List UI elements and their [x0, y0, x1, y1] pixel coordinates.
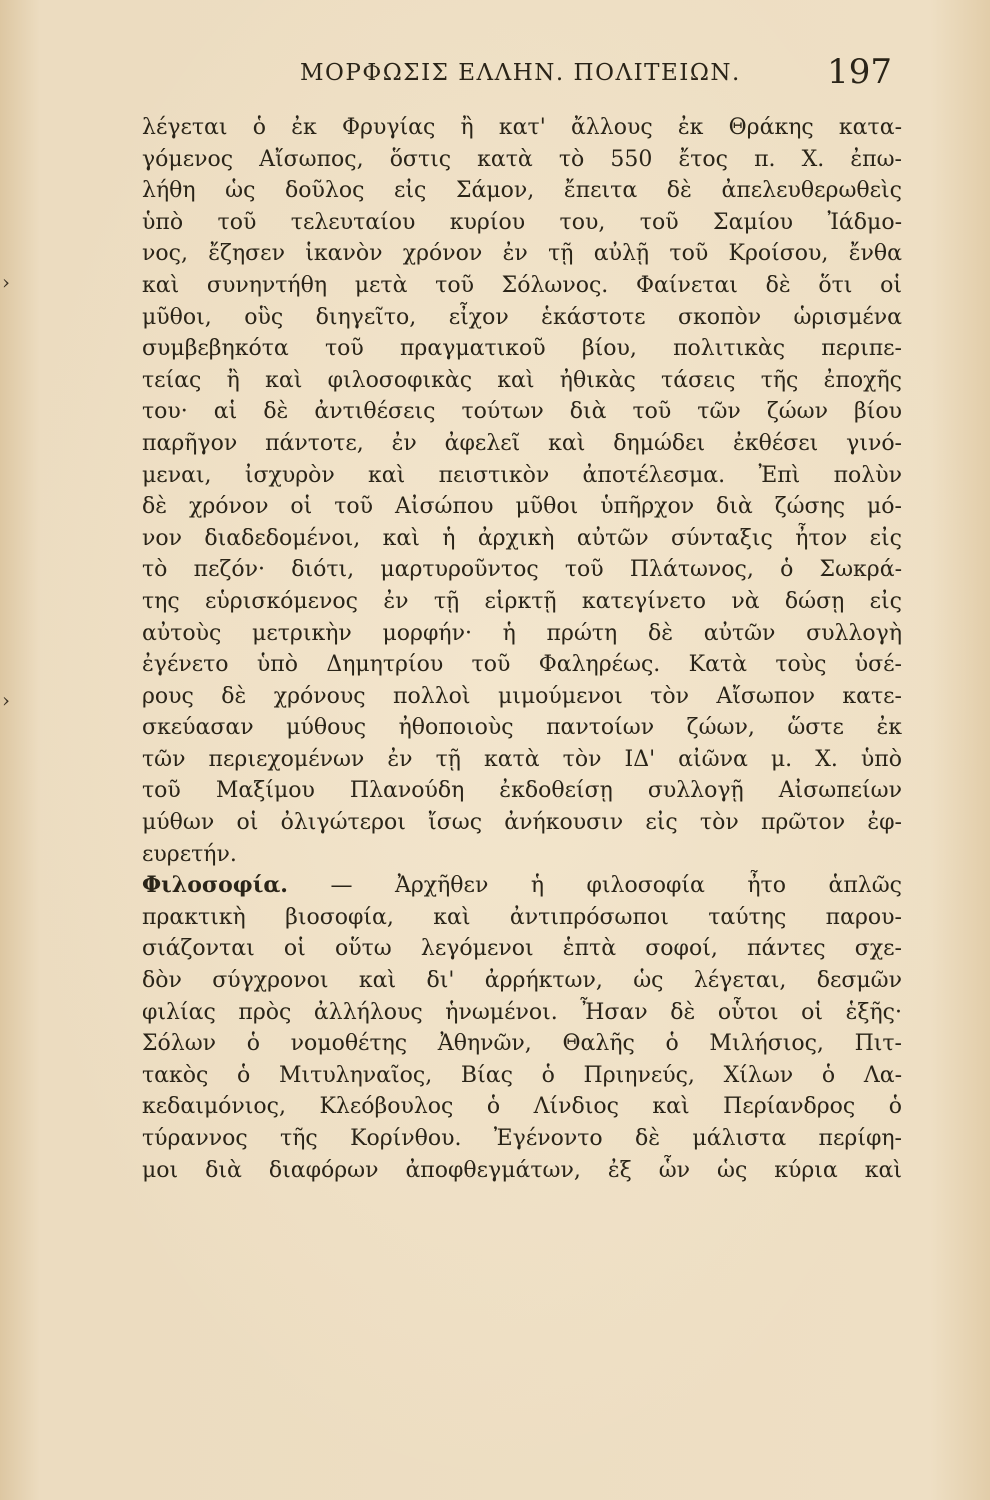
- text-line: παρῆγον πάντοτε, ἐν ἀφελεῖ καὶ δημώδει ἐκθέσει γινό-: [142, 430, 902, 456]
- text-line: ὑπὸ τοῦ τελευταίου κυρίου του, τοῦ Σαμίου Ἰάδμο-: [142, 209, 902, 235]
- section-heading: Φιλοσοφία.: [142, 872, 288, 899]
- text-line: καὶ συνηντήθη μετὰ τοῦ Σόλωνος. Φαίνεται δὲ ὅτι οἱ: [142, 272, 902, 298]
- text-line: μύθων οἱ ὀλιγώτεροι ἴσως ἀνήκουσιν εἰς τὸν πρῶτον ἐφ-: [142, 810, 902, 836]
- text-line: Σόλων ὁ νομοθέτης Ἀθηνῶν, Θαλῆς ὁ Μιλήσιος, Πιτ-: [142, 1031, 902, 1057]
- text-line: πρακτικὴ βιοσοφία, καὶ ἀντιπρόσωποι ταύτης παρου-: [142, 904, 902, 930]
- running-head: ΜΟΡΦΩΣΙΣ ΕΛΛΗΝ. ΠΟΛΙΤΕΙΩΝ.: [300, 60, 741, 86]
- text-line: σιάζονται οἱ οὕτω λεγόμενοι ἑπτὰ σοφοί, πάντες σχε-: [142, 936, 902, 962]
- text-line: μεναι, ἰσχυρὸν καὶ πειστικὸν ἀποτέλεσμα. Ἐπὶ πολὺν: [142, 462, 902, 488]
- text-line: συμβεβηκότα τοῦ πραγματικοῦ βίου, πολιτικὰς περιπε-: [142, 336, 902, 362]
- margin-mark: ›: [2, 270, 10, 294]
- text-line: ἐγένετο ὑπὸ Δημητρίου τοῦ Φαληρέως. Κατὰ τοὺς ὑσέ-: [142, 652, 902, 678]
- text-line: τὸ πεζόν· διότι, μαρτυροῦντος τοῦ Πλάτωνος, ὁ Σωκρά-: [142, 557, 902, 583]
- text-line: λέγεται ὁ ἐκ Φρυγίας ἢ κατ' ἄλλους ἐκ Θράκης κατα-: [142, 115, 902, 140]
- text-line: του· αἱ δὲ ἀντιθέσεις τούτων διὰ τοῦ τῶν ζώων βίου: [142, 399, 902, 425]
- text-line: μῦθοι, οὓς διηγεῖτο, εἶχον ἑκάστοτε σκοπὸν ὡρισμένα: [142, 304, 902, 330]
- text-line: τῶν περιεχομένων ἐν τῇ κατὰ τὸν ΙΔ' αἰῶνα μ. Χ. ὑπὸ: [142, 746, 902, 772]
- text-line: αὐτοὺς μετρικὴν μορφήν· ἡ πρώτη δὲ αὐτῶν συλλογὴ: [142, 620, 902, 646]
- text-line: τοῦ Μαξίμου Πλανούδη ἐκδοθείσῃ συλλογῇ Αἰσωπείων: [142, 778, 902, 804]
- text-line: κεδαιμόνιος, Κλεόβουλος ὁ Λίνδιος καὶ Περίανδρος ὁ: [142, 1094, 902, 1120]
- text-line: τακὸς ὁ Μιτυληναῖος, Βίας ὁ Πριηνεύς, Χίλων ὁ Λα-: [142, 1062, 902, 1088]
- text-line: δὲ χρόνον οἱ τοῦ Αἰσώπου μῦθοι ὑπῆρχον διὰ ζώσης μό-: [142, 494, 902, 520]
- margin-mark: ›: [2, 688, 10, 712]
- text-line: νος, ἔζησεν ἱκανὸν χρόνον ἐν τῇ αὐλῇ τοῦ Κροίσου, ἔνθα: [142, 241, 902, 267]
- section-first-line: [142, 870, 902, 902]
- page-header: [0, 52, 990, 96]
- section-line-text: — Ἀρχῆθεν ἡ φιλοσοφία ἦτο ἁπλῶς: [330, 873, 902, 899]
- text-line: γόμενος Αἴσωπος, ὅστις κατὰ τὸ 550 ἔτος π. Χ. ἐπω-: [142, 146, 902, 172]
- page-number: 197: [827, 52, 892, 92]
- text-line: σκεύασαν μύθους ἠθοποιοὺς παντοίων ζώων, ὥστε ἐκ: [142, 715, 902, 741]
- body-text: [142, 112, 902, 1186]
- text-line: λήθη ὡς δοῦλος εἰς Σάμον, ἔπειτα δὲ ἀπελευθερωθεὶς: [142, 178, 902, 204]
- text-line: φιλίας πρὸς ἀλλήλους ἡνωμένοι. Ἦσαν δὲ οὗτοι οἱ ἑξῆς·: [142, 999, 902, 1025]
- text-line: της εὑρισκόμενος ἐν τῇ εἱρκτῇ κατεγίνετο νὰ δώσῃ εἰς: [142, 588, 902, 614]
- text-line: δὸν σύγχρονοι καὶ δι' ἀρρήκτων, ὡς λέγεται, δεσμῶν: [142, 968, 902, 994]
- text-line: ρους δὲ χρόνους πολλοὶ μιμούμενοι τὸν Αἴσωπον κατε-: [142, 683, 902, 709]
- text-line: τύραννος τῆς Κορίνθου. Ἐγένοντο δὲ μάλιστα περίφη-: [142, 1126, 902, 1151]
- text-line: νον διαδεδομένοι, καὶ ἡ ἀρχικὴ αὐτῶν σύνταξις ἦτον εἰς: [142, 525, 902, 551]
- text-line: τείας ἢ καὶ φιλοσοφικὰς καὶ ἠθικὰς τάσεις τῆς ἐποχῆς: [142, 367, 902, 393]
- text-line: μοι διὰ διαφόρων ἀποφθεγμάτων, ἐξ ὧν ὡς κύρια καὶ: [142, 1157, 902, 1183]
- text-line: ευρετήν.: [142, 841, 237, 867]
